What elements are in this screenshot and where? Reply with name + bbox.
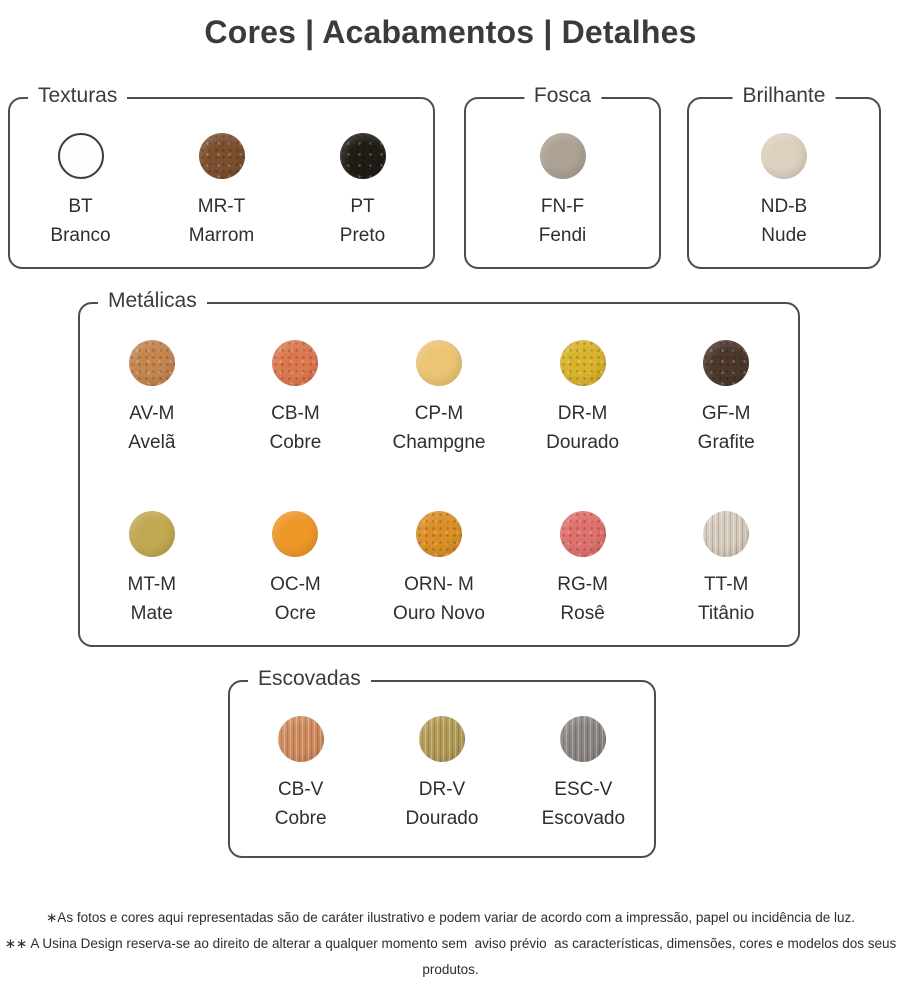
swatch-code: DR-V — [418, 779, 466, 800]
swatch-cells — [80, 304, 798, 645]
swatch-rg-m — [557, 511, 608, 628]
swatch-name: Nude — [761, 225, 807, 246]
swatch-cb-v — [230, 716, 371, 833]
color-circle-rg-m — [560, 511, 606, 557]
swatch-name: Escovado — [541, 808, 626, 829]
swatch-dr-v — [371, 716, 512, 833]
swatch-code: ESC-V — [554, 779, 613, 800]
swatch-mr-t — [151, 133, 292, 250]
swatch-av-m — [128, 340, 175, 457]
swatch-cells — [10, 99, 433, 267]
swatch-name: Dourado — [546, 432, 620, 453]
swatch-code: PT — [350, 196, 375, 217]
swatch-code: DR-M — [557, 403, 608, 424]
swatch-cells — [230, 682, 654, 856]
swatch-name: Mate — [130, 602, 173, 624]
color-circle-cb-m — [272, 340, 318, 386]
swatch-tt-m — [698, 511, 754, 628]
color-circle-cp-m — [416, 340, 462, 386]
group-box-metalicas — [78, 289, 800, 647]
group-legend-texturas: Texturas — [28, 84, 127, 108]
group-box-texturas — [8, 84, 435, 269]
swatch-code: GF-M — [701, 403, 751, 424]
footnote-illustrative: ∗As fotos e cores aqui representadas são de caráter ilustrativo e podem variar de acordo com a impressão, papel ou incidência de luz. — [46, 910, 855, 925]
swatch-cb-m — [270, 340, 322, 457]
footnote-rights: ∗∗ A Usina Design reserva-se ao direito de alterar a qualquer momento sem aviso prévio as características, dimensões, cores e modelos dos seus produtos. — [4, 936, 901, 977]
swatch-code: RG-M — [557, 573, 608, 595]
color-circle-av-m — [129, 340, 175, 386]
color-circle-cb-v — [278, 716, 324, 762]
swatch-code: MR-T — [197, 196, 246, 217]
swatch-name: Titânio — [698, 602, 755, 624]
swatch-name: Dourado — [405, 808, 479, 829]
swatch-code: CB-M — [271, 403, 320, 424]
swatch-name: Cobre — [269, 432, 322, 453]
swatch-name: Ouro Novo — [393, 602, 485, 624]
swatch-code: ND-B — [760, 196, 808, 217]
color-circle-esc-v — [560, 716, 606, 762]
color-circle-fn-f — [540, 133, 586, 179]
swatch-name: Ocre — [274, 602, 316, 624]
swatch-name: Branco — [50, 225, 111, 246]
swatch-pt — [292, 133, 433, 250]
color-circle-gf-m — [703, 340, 749, 386]
swatch-name: Cobre — [274, 808, 327, 829]
swatch-name: Grafite — [697, 432, 755, 453]
swatch-code: CP-M — [414, 403, 464, 424]
color-circle-mr-t — [199, 133, 245, 179]
color-circle-oc-m — [272, 511, 318, 557]
swatch-name: Rosê — [560, 602, 605, 624]
color-circle-tt-m — [703, 511, 749, 557]
page-title: Cores | Acabamentos | Detalhes — [204, 14, 697, 50]
group-box-brilhante — [687, 84, 881, 269]
swatch-dr-m — [546, 340, 619, 457]
swatch-mt-m — [128, 511, 177, 628]
group-legend-metalicas: Metálicas — [98, 289, 207, 313]
swatch-fn-f — [466, 133, 659, 250]
swatch-cp-m — [393, 340, 486, 457]
group-legend-brilhante: Brilhante — [733, 84, 836, 108]
color-circle-bt — [58, 133, 104, 179]
group-legend-escovadas: Escovadas — [248, 667, 371, 691]
swatch-gf-m — [698, 340, 755, 457]
group-legend-fosca: Fosca — [524, 84, 601, 108]
swatch-name: Avelã — [128, 432, 176, 453]
swatch-code: ORN- M — [404, 573, 474, 595]
swatch-name: Champgne — [392, 432, 486, 453]
swatch-bt — [10, 133, 151, 250]
swatch-nd-b — [689, 133, 879, 250]
swatch-name: Fendi — [538, 225, 587, 246]
swatch-oc-m — [270, 511, 321, 628]
swatch-orn-m — [393, 511, 485, 628]
swatch-name: Marrom — [188, 225, 255, 246]
swatch-cells — [689, 99, 879, 267]
color-circle-orn-m — [416, 511, 462, 557]
footnotes — [0, 905, 901, 983]
color-circle-pt — [340, 133, 386, 179]
swatch-code: CB-V — [277, 779, 324, 800]
color-circle-dr-v — [419, 716, 465, 762]
swatch-code: MT-M — [127, 573, 177, 595]
swatch-code: OC-M — [270, 573, 321, 595]
swatch-name: Preto — [339, 225, 386, 246]
color-circle-dr-m — [560, 340, 606, 386]
swatch-code: FN-F — [540, 196, 585, 217]
color-circle-mt-m — [129, 511, 175, 557]
swatch-code: TT-M — [704, 573, 749, 595]
color-circle-nd-b — [761, 133, 807, 179]
swatch-cells — [466, 99, 659, 267]
group-box-fosca — [464, 84, 661, 269]
swatch-esc-v — [513, 716, 654, 833]
swatch-code: AV-M — [129, 403, 175, 424]
swatch-code: BT — [68, 196, 93, 217]
group-box-escovadas — [228, 667, 656, 858]
